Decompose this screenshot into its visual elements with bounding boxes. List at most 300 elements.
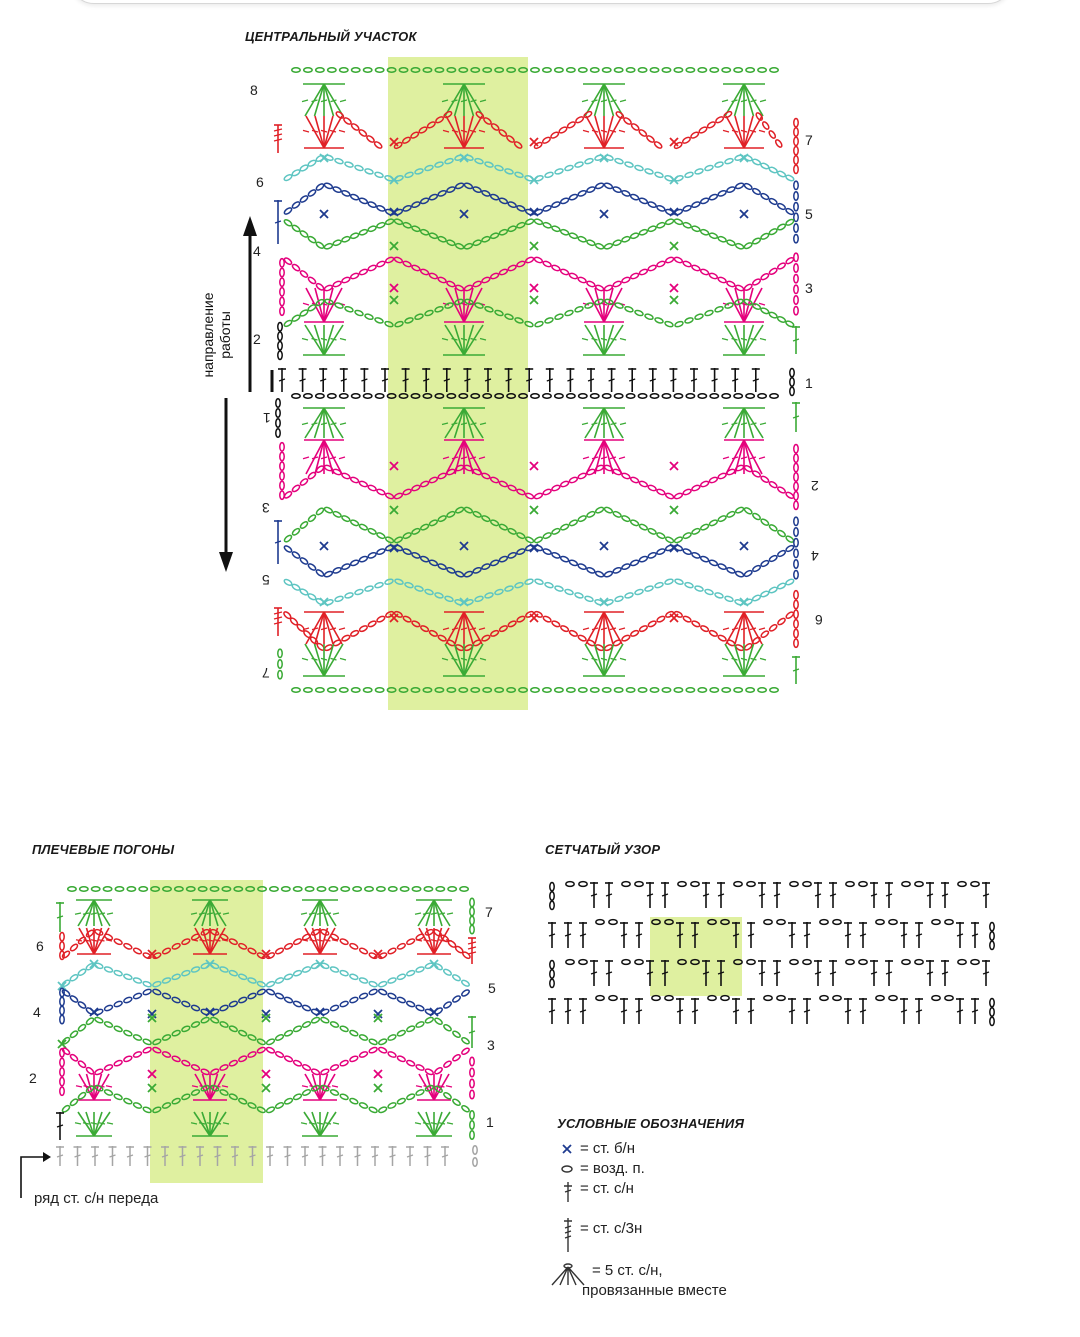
chain-stitch — [630, 519, 639, 527]
dc-stitch — [649, 368, 657, 392]
cluster-bar — [303, 303, 309, 305]
chain-stitch — [717, 563, 726, 570]
chain-stitch — [406, 1059, 415, 1067]
chain-stitch — [554, 313, 563, 320]
chain-stitch — [564, 309, 573, 316]
chain-stitch — [777, 920, 785, 925]
chain-stitch — [614, 158, 623, 165]
chain-stitch — [470, 1121, 474, 1129]
sc-stitch — [670, 506, 678, 514]
chain-stitch — [328, 394, 336, 398]
chain-stitch — [734, 68, 742, 72]
chain-stitch — [574, 161, 583, 168]
mesh-diagram — [540, 870, 1070, 1040]
row-number: 2 — [29, 1070, 37, 1086]
chain-stitch — [299, 478, 308, 487]
chain-stitch — [462, 951, 471, 960]
chain-stitch — [352, 394, 360, 398]
cluster-stitch — [302, 408, 346, 438]
chain-stitch — [691, 620, 700, 628]
cluster-bar — [312, 457, 318, 459]
chain-stitch — [990, 1008, 994, 1016]
chain-stitch — [560, 197, 569, 204]
chain-stitch — [724, 302, 733, 309]
chain-stitch — [762, 121, 770, 130]
chain-stitch — [307, 189, 316, 198]
dc-stitch — [803, 998, 811, 1024]
cluster-bar — [741, 423, 747, 425]
chain-stitch — [639, 555, 648, 562]
chain-stitch — [367, 225, 376, 232]
chain-stitch — [846, 882, 854, 887]
row-number: 3 — [805, 280, 813, 296]
legend-text: = возд. п. — [580, 1160, 645, 1177]
dc-stitch — [278, 368, 286, 392]
sc-stitch — [670, 284, 678, 292]
chain-stitch — [550, 970, 554, 978]
cluster-bar — [760, 339, 766, 341]
dc-stitch — [319, 1146, 327, 1166]
oval-icon — [560, 1163, 574, 1175]
chain-stitch — [363, 68, 371, 72]
chain-stitch — [60, 1077, 64, 1085]
chain-stitch — [621, 634, 630, 642]
chain-stitch — [777, 262, 786, 270]
chain-stitch — [662, 68, 670, 72]
dc-stitch — [274, 200, 282, 244]
cluster-bar — [91, 940, 97, 941]
dc-stitch — [579, 922, 587, 948]
dc-stitch — [956, 998, 964, 1024]
chain-stitch — [452, 974, 461, 982]
dc-stitch — [732, 998, 740, 1024]
chain-stitch — [623, 117, 632, 126]
chain-stitch — [69, 1053, 78, 1062]
chain-stitch — [638, 68, 646, 72]
chain-stitch — [133, 1051, 142, 1058]
chain-stitch — [60, 997, 64, 1005]
cluster-bar — [339, 457, 345, 459]
chain-stitch — [768, 130, 776, 139]
chain-stitch — [820, 920, 828, 925]
cluster-stitch — [723, 116, 765, 148]
chain-stitch — [691, 201, 700, 208]
chain-stitch — [777, 617, 786, 626]
chain-stitch — [579, 68, 587, 72]
cluster-bar — [446, 940, 452, 941]
chain-stitch — [682, 260, 691, 267]
chain-stitch — [621, 563, 630, 570]
cluster-bar — [620, 100, 626, 102]
cluster-bar — [620, 339, 626, 341]
cluster-bar — [332, 1086, 338, 1087]
chain-stitch — [374, 171, 383, 178]
chain-stitch — [550, 979, 554, 987]
cluster-stitch — [415, 1112, 453, 1136]
chain-stitch — [61, 1104, 70, 1113]
chain-stitch — [630, 272, 639, 279]
chain-stitch — [656, 222, 665, 229]
chain-stitch — [133, 992, 142, 999]
chain-stitch — [415, 1064, 424, 1072]
dc-stitch — [608, 368, 616, 392]
chain-stitch — [609, 920, 617, 925]
chain-stitch — [368, 988, 377, 995]
chain-stitch — [714, 592, 723, 599]
chain-stitch — [534, 218, 543, 225]
dc-stitch — [814, 882, 822, 908]
chain-stitch — [266, 1038, 275, 1046]
chain-stitch — [577, 190, 586, 197]
chain-stitch — [760, 630, 769, 639]
dc-stitch — [758, 882, 766, 908]
sc-stitch — [740, 210, 748, 218]
chain-stitch — [700, 268, 709, 275]
cluster-stitch — [303, 440, 345, 474]
chain-stitch — [80, 887, 88, 891]
dc-stitch — [752, 368, 760, 392]
chain-stitch — [335, 111, 344, 120]
cluster-bar — [619, 457, 625, 459]
chain-stitch — [307, 563, 316, 572]
dc-stitch — [829, 960, 837, 986]
chain-stitch — [280, 288, 284, 296]
chain-stitch — [932, 996, 940, 1001]
chain-stitch — [560, 268, 569, 275]
chain-stitch — [794, 600, 798, 608]
chain-stitch — [69, 943, 78, 952]
chain-stitch — [387, 1034, 396, 1042]
chain-stitch — [266, 1046, 275, 1054]
chain-stitch — [790, 387, 794, 395]
dc-stitch — [711, 368, 719, 392]
sc-stitch — [320, 542, 328, 550]
chain-stitch — [531, 68, 539, 72]
dc-stitch — [926, 960, 934, 986]
chain-stitch — [415, 966, 424, 973]
chain-stitch — [626, 68, 634, 72]
cluster-bar — [312, 628, 318, 630]
chain-stitch — [794, 591, 798, 599]
chain-stitch — [584, 595, 593, 602]
chain-stitch — [443, 1060, 452, 1068]
chain-stitch — [735, 243, 744, 250]
cluster-bar — [423, 1123, 429, 1124]
chain-stitch — [609, 996, 617, 1001]
chain-stitch — [69, 995, 78, 1004]
chain-stitch — [470, 907, 474, 915]
chain-stitch — [691, 528, 700, 536]
legend-text: = ст. б/н — [580, 1140, 636, 1157]
chain-stitch — [359, 229, 368, 236]
dc-stitch — [646, 882, 654, 908]
chain-stitch — [324, 570, 333, 577]
chain-stitch — [368, 981, 377, 988]
chain-stitch — [367, 620, 376, 628]
chain-stitch — [656, 488, 665, 495]
chain-stitch — [726, 280, 735, 287]
x-icon — [560, 1142, 574, 1156]
dc-stitch — [690, 368, 698, 392]
chain-stitch — [123, 996, 132, 1003]
chain-stitch — [794, 213, 798, 221]
cluster-bar — [416, 940, 422, 941]
chain-stitch — [586, 186, 595, 193]
chain-stitch — [794, 118, 798, 126]
sc-stitch — [740, 542, 748, 550]
chain-stitch — [291, 224, 300, 232]
chain-stitch — [378, 1106, 387, 1114]
chain-stitch — [709, 272, 718, 279]
chain-stitch — [542, 222, 551, 229]
dc-stitch — [773, 960, 781, 986]
cluster-stitch — [722, 408, 766, 438]
up-arrow-head — [243, 216, 257, 236]
dc-stitch — [319, 368, 327, 392]
dc-stitch — [803, 922, 811, 948]
chain-stitch — [341, 563, 350, 570]
dc-stitch — [284, 1146, 292, 1166]
chain-stitch — [330, 966, 339, 973]
sc-stitch — [600, 210, 608, 218]
chain-stitch — [340, 688, 348, 692]
chain-stitch — [684, 171, 693, 178]
chain-stitch — [794, 570, 798, 578]
chain-stitch — [283, 545, 292, 554]
chain-stitch — [777, 486, 786, 494]
chain-stitch — [902, 882, 910, 887]
chain-stitch — [280, 452, 284, 460]
chain-stitch — [266, 988, 275, 995]
chain-stitch — [123, 1055, 132, 1062]
chain-stitch — [710, 68, 718, 72]
chain-stitch — [341, 515, 350, 523]
dc-stitch — [870, 960, 878, 986]
sc-stitch — [530, 544, 538, 552]
cluster-stitch — [583, 612, 625, 644]
dc-stitch — [676, 998, 684, 1024]
chain-stitch — [698, 126, 707, 134]
chain-stitch — [682, 532, 691, 540]
chain-stitch — [280, 307, 284, 315]
cluster-bar — [722, 423, 728, 425]
chain-stitch — [638, 688, 646, 692]
chain-stitch — [292, 688, 300, 692]
chain-stitch — [794, 156, 798, 164]
chain-stitch — [291, 484, 300, 493]
chain-stitch — [726, 511, 735, 519]
chain-stitch — [443, 1001, 452, 1009]
chain-stitch — [293, 938, 302, 946]
sc-stitch — [740, 154, 748, 162]
chain-stitch — [777, 170, 786, 178]
chain-stitch — [630, 232, 639, 239]
chain-stitch — [68, 887, 76, 891]
chain-stitch — [299, 195, 308, 204]
chain-stitch — [60, 1087, 64, 1095]
chain-stitch — [674, 536, 683, 544]
cluster-bar — [310, 940, 316, 941]
chain-stitch — [367, 484, 376, 491]
cluster-bar — [732, 100, 738, 102]
chain-stitch — [367, 264, 376, 271]
chain-stitch — [133, 947, 142, 955]
chain-stitch — [764, 996, 772, 1001]
dc-stitch — [56, 1146, 64, 1166]
sc-stitch — [530, 506, 538, 514]
chain-stitch — [328, 688, 336, 692]
chain-stitch — [351, 123, 360, 132]
row-number: 4 — [253, 243, 261, 259]
sc-stitch — [670, 176, 678, 184]
cluster-bar — [302, 423, 308, 425]
chain-stitch — [650, 394, 658, 398]
chain-stitch — [69, 1098, 78, 1107]
chain-stitch — [555, 688, 563, 692]
cluster-bar — [431, 940, 437, 941]
dc-stitch — [274, 520, 282, 564]
chain-stitch — [569, 272, 578, 279]
cluster-bar — [321, 339, 327, 341]
chain-stitch — [656, 205, 665, 212]
chain-stitch — [760, 232, 769, 240]
cluster-bar — [760, 658, 766, 660]
row-number: 5 — [262, 572, 270, 588]
cluster-stitch — [583, 116, 625, 148]
chain-stitch — [341, 276, 350, 283]
chain-stitch — [768, 197, 777, 205]
cluster-stitch — [415, 900, 453, 926]
chain-stitch — [376, 260, 385, 267]
chain-stitch — [566, 882, 574, 887]
chain-stitch — [316, 394, 324, 398]
chain-stitch — [280, 491, 284, 499]
chain-stitch — [656, 548, 665, 555]
chain-stitch — [743, 569, 752, 577]
cluster-bar — [583, 130, 589, 132]
chain-stitch — [624, 306, 633, 313]
cluster-bar — [423, 913, 429, 914]
chain-stitch — [846, 960, 854, 965]
cluster-bar — [415, 913, 421, 914]
chain-stitch — [714, 161, 723, 168]
cluster-bar — [75, 1123, 81, 1124]
cluster-bar — [592, 100, 598, 102]
chain-stitch — [794, 165, 798, 173]
chain-stitch — [674, 218, 683, 225]
legend-text: провязанные вместе — [582, 1282, 727, 1299]
cluster-stitch — [722, 325, 766, 355]
row-number: 7 — [262, 665, 270, 681]
chain-stitch — [647, 484, 656, 491]
chain-stitch — [280, 481, 284, 489]
chain-stitch — [734, 394, 742, 398]
row-number: 5 — [805, 206, 813, 222]
chain-stitch — [586, 239, 595, 246]
dc-stitch — [74, 1146, 82, 1166]
cluster-stitch — [301, 900, 339, 926]
chain-stitch — [344, 592, 353, 599]
chain-stitch — [686, 68, 694, 72]
chain-stitch — [542, 615, 551, 623]
chain-stitch — [760, 192, 769, 200]
chain-stitch — [280, 297, 284, 305]
chain-stitch — [452, 1030, 461, 1038]
dc-stitch — [702, 882, 710, 908]
dc-stitch — [717, 882, 725, 908]
chain-stitch — [577, 276, 586, 283]
row-number: 6 — [256, 174, 264, 190]
chain-stitch — [665, 256, 674, 263]
chain-stitch — [721, 996, 729, 1001]
chain-stitch — [577, 236, 586, 243]
chain-stitch — [764, 920, 772, 925]
chain-stitch — [349, 996, 358, 1003]
chain-stitch — [139, 887, 147, 891]
chain-stitch — [768, 481, 777, 489]
chain-stitch — [340, 68, 348, 72]
chain-stitch — [674, 68, 682, 72]
cluster-stitch — [301, 1112, 339, 1136]
chain-stitch — [612, 567, 621, 574]
cluster-bar — [732, 457, 738, 459]
chain-stitch — [722, 688, 730, 692]
chain-stitch — [349, 1055, 358, 1062]
row-number: 6 — [36, 938, 44, 954]
cluster-bar — [760, 100, 766, 102]
chain-stitch — [377, 887, 385, 891]
chain-stitch — [551, 484, 560, 491]
dc-stitch — [406, 1146, 414, 1166]
chain-stitch — [104, 1089, 113, 1096]
chain-stitch — [275, 977, 284, 984]
chain-stitch — [785, 218, 794, 226]
chain-stitch — [470, 1079, 474, 1087]
chain-stitch — [104, 1004, 113, 1011]
chain-stitch — [448, 887, 456, 891]
chain-stitch — [534, 492, 543, 499]
chain-stitch — [722, 394, 730, 398]
title-shoulder: ПЛЕЧЕВЫЕ ПОГОНЫ — [32, 842, 175, 857]
chain-stitch — [350, 232, 359, 239]
cluster-bar — [722, 339, 728, 341]
chain-stitch — [876, 920, 884, 925]
chain-stitch — [284, 1097, 293, 1105]
cluster-bar — [759, 303, 765, 305]
cluster-stitch — [302, 928, 338, 954]
chain-stitch — [634, 165, 643, 172]
chain-stitch — [292, 68, 300, 72]
chain-stitch — [558, 126, 567, 134]
chain-stitch — [654, 171, 663, 178]
chain-stitch — [378, 1038, 387, 1046]
chain-stitch — [280, 268, 284, 276]
sc-stitch — [316, 1008, 324, 1016]
chain-stitch — [595, 182, 604, 189]
chain-stitch — [758, 688, 766, 692]
chain-stitch — [341, 634, 350, 642]
chain-stitch — [284, 942, 293, 950]
chain-stitch — [567, 121, 576, 129]
dc-stitch — [56, 902, 64, 932]
cluster-stitch — [723, 612, 765, 644]
chain-stitch — [339, 1059, 348, 1066]
chain-stitch — [664, 321, 673, 328]
chain-stitch — [452, 995, 461, 1003]
cluster-bar — [601, 423, 607, 425]
chain-stitch — [375, 394, 383, 398]
chain-stitch — [339, 938, 348, 946]
